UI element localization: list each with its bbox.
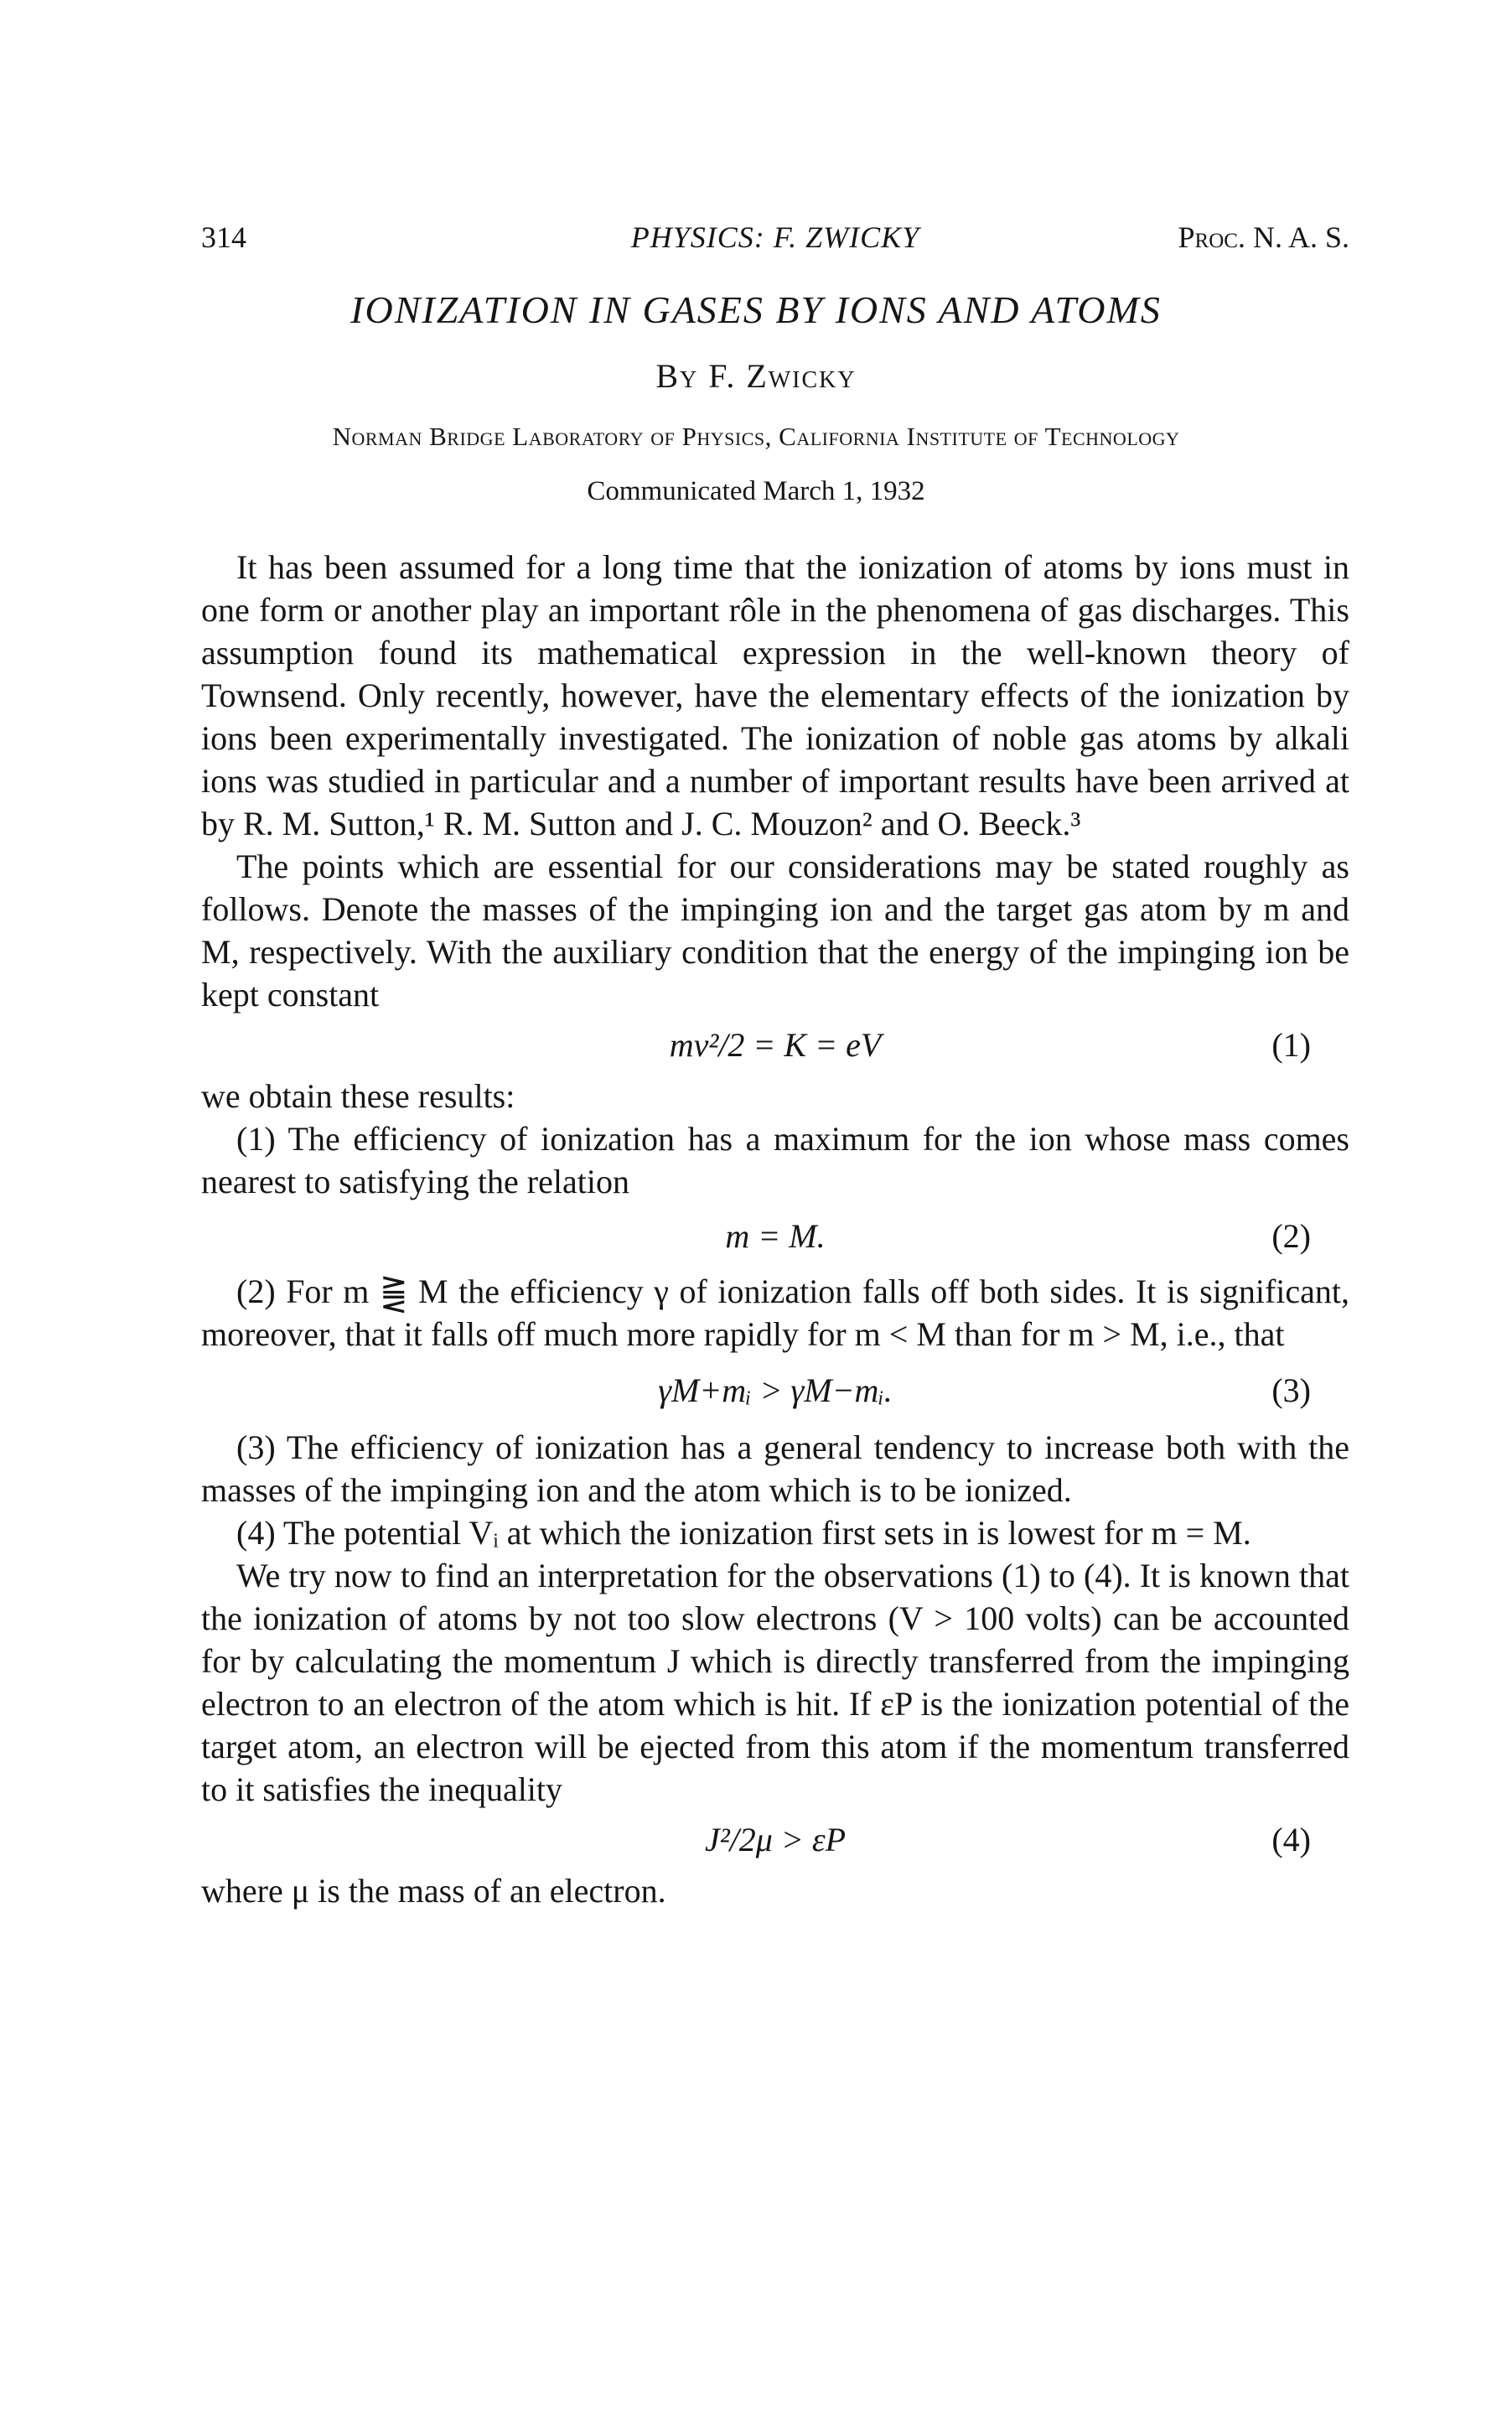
article-body [201,546,1349,1912]
equation-1-number: (1) [1271,1026,1311,1064]
equation-4-number: (4) [1271,1821,1311,1858]
equation-2-number: (2) [1271,1217,1311,1255]
paragraph-result-1: (1) The efficiency of ionization has a maximum for the ion whose mass comes nearest to satisfying the relation [201,1120,1349,1200]
running-head [201,220,1349,260]
equation-4 [201,1811,1349,1869]
paragraph-mu-definition: where μ is the mass of an electron. [201,1872,666,1910]
equation-3 [201,1355,1349,1426]
paragraph-result-4: (4) The potential Vᵢ at which the ionization first sets in is lowest for m = M. [236,1514,1251,1552]
paragraph-result-2: (2) For m ⪌ M the efficiency γ of ionization falls off both sides. It is significant, moreover, that it falls off much more rapidly for m < M than for m > M, i.e., that [201,1273,1349,1353]
page-number: 314 [201,220,246,254]
paragraph-interpretation: We try now to find an interpretation for the observations (1) to (4). It is known that the ionization of atoms by not too slow electrons (V > 100 volts) can be accounted for by calculating the momentum J which is directly transferred from the impinging electron to an electron of the atom which is hit. If εP is the ionization potential of the target atom, an electron will be ejected from this atom if the momentum transferred to it satisfies the inequality [201,1557,1349,1808]
equation-4-expression: J²/2μ > εP [704,1821,847,1858]
equation-1 [201,1016,1349,1075]
equation-2-expression: m = M. [725,1217,826,1255]
article-title: IONIZATION IN GASES BY IONS AND ATOMS [350,288,1162,331]
author-affiliation: Norman Bridge Laboratory of Physics, California Institute of Technology [332,422,1180,451]
paragraph-results-lead: we obtain these results: [201,1077,515,1115]
paragraph-intro: It has been assumed for a long time that the ionization of atoms by ions must in one form or another play an important rôle in the phenomena of gas discharges. This assumption found its mathematical expression in the well-known theory of Townsend. Only recently, however, have the elementary effects of the ionization by ions been experimentally investigated. The ionization of noble gas atoms by alkali ions was studied in particular and a number of important results have been arrived at by R. M. Sutton,¹ R. M. Sutton and J. C. Mouzon² and O. Beeck.³ [201,548,1349,842]
running-title: PHYSICS: F. ZWICKY [630,220,920,254]
paragraph-result-3: (3) The efficiency of ionization has a general tendency to increase both with the masses of the impinging ion and the atom which is to be ionized. [201,1428,1349,1509]
communicated-date: Communicated March 1, 1932 [587,476,925,506]
equation-2 [201,1203,1349,1270]
paragraph-points: The points which are essential for our considerations may be stated roughly as follows. Denote the masses of the impinging ion and the target gas atom by m and M, respectively. With the auxiliary condition that the energy of the impinging ion be kept constant [201,847,1349,1013]
author-byline: By F. Zwicky [655,357,857,395]
journal-name: Proc. N. A. S. [1178,220,1349,254]
equation-3-expression: γM+mᵢ > γM−mᵢ. [658,1371,893,1409]
equation-1-expression: mv²/2 = K = eV [669,1026,882,1064]
equation-3-number: (3) [1271,1371,1311,1409]
